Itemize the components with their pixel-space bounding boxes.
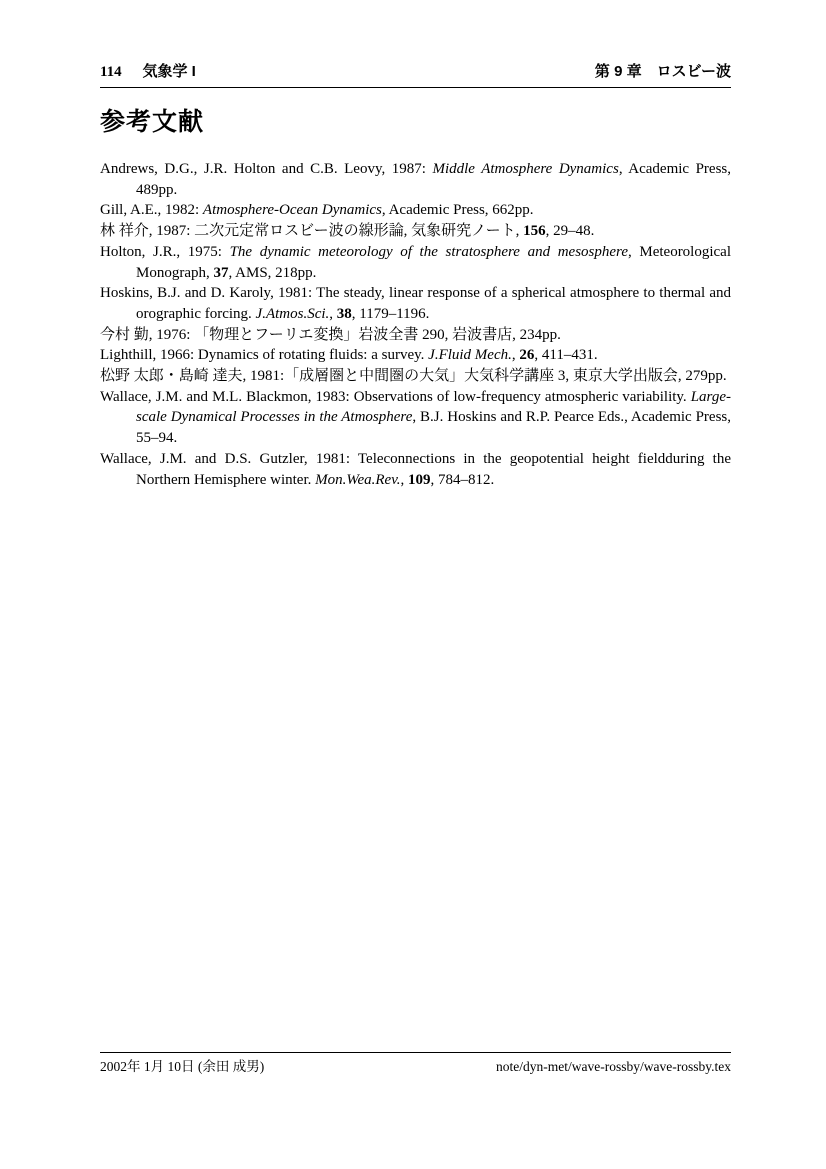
- reference-text-segment: , Academic Press, 662pp.: [381, 202, 534, 219]
- page-header: [100, 63, 731, 88]
- reference-item: [100, 325, 731, 346]
- reference-text-segment: Wallace, J.M. and D.S. Gutzler, 1981: Teleconnections in the geopotential height fieldduring the Northern Hemisphere winter.: [100, 450, 731, 488]
- reference-text-segment: Gill, A.E., 1982:: [100, 202, 203, 219]
- section-title: 参考文献: [100, 108, 205, 136]
- reference-text-segment: Middle Atmosphere Dynamics: [432, 161, 619, 177]
- reference-text-segment: Holton, J.R., 1975:: [100, 243, 230, 260]
- reference-text-segment: 109: [408, 471, 431, 488]
- reference-text-segment: The dynamic meteorology of the stratosphere and mesosphere: [229, 243, 628, 260]
- reference-text-segment: , 411–431.: [534, 347, 598, 364]
- reference-item: [100, 242, 731, 283]
- reference-text-segment: 松野 太郎・島崎 達夫, 1981:「成層圏と中間圏の大気」大気科学講座 3, 東京大学出版会, 279pp.: [100, 368, 727, 385]
- header-chapter-title: 第 9 章 ロスビー波: [594, 63, 731, 80]
- reference-text-segment: ,: [329, 305, 337, 322]
- reference-text-segment: Atmosphere-Ocean Dynamics: [202, 202, 382, 219]
- reference-item: [100, 366, 731, 387]
- reference-text-segment: Hoskins, B.J. and D. Karoly, 1981: The steady, linear response of a spherical atmosphere to thermal and orographic forcing.: [100, 285, 731, 322]
- page-number: 114: [100, 64, 122, 80]
- reference-list: [100, 159, 731, 490]
- reference-text-segment: Andrews, D.G., J.R. Holton and C.B. Leovy, 1987:: [100, 161, 433, 177]
- reference-text-segment: Large-scale Dynamical Processes in the Atmosphere: [136, 388, 731, 426]
- reference-text-segment: J.Fluid Mech.: [428, 347, 512, 364]
- reference-text-segment: 37: [213, 264, 229, 281]
- reference-text-segment: Mon.Wea.Rev.: [315, 471, 401, 488]
- reference-text-segment: , 1179–1196.: [351, 305, 430, 322]
- reference-text-segment: 156: [523, 223, 546, 240]
- reference-text-segment: 林 祥介, 1987: 二次元定常ロスビー波の線形論, 気象研究ノート,: [100, 223, 524, 240]
- reference-text-segment: , Academic Press, 489pp.: [136, 161, 731, 198]
- reference-text-segment: , AMS, 218pp.: [228, 264, 317, 281]
- reference-text-segment: ,: [400, 471, 409, 488]
- reference-text-segment: , Meteorological Monograph,: [136, 243, 732, 281]
- reference-item: [100, 221, 731, 242]
- reference-text-segment: , B.J. Hoskins and R.P. Pearce Eds., Academic Press, 55–94.: [136, 409, 732, 447]
- reference-item: [100, 387, 731, 449]
- page-footer: [100, 1052, 731, 1075]
- footer-date: 2002年 1月 10日 (余田 成男): [100, 1059, 265, 1074]
- reference-item: [100, 159, 731, 200]
- reference-text-segment: , 29–48.: [545, 223, 595, 240]
- reference-item: [100, 449, 731, 490]
- reference-text-segment: 38: [336, 305, 352, 322]
- reference-text-segment: Wallace, J.M. and M.L. Blackmon, 1983: Observations of low-frequency atmospheric variability.: [100, 388, 691, 405]
- reference-item: [100, 283, 731, 324]
- reference-text-segment: Lighthill, 1966: Dynamics of rotating fluids: a survey.: [100, 347, 429, 364]
- header-course-title: 気象学 I: [142, 63, 196, 80]
- reference-item: [100, 200, 731, 221]
- reference-text-segment: 26: [519, 347, 535, 364]
- reference-text-segment: 今村 勤, 1976: 「物理とフーリエ変換」岩波全書 290, 岩波書店, 234pp.: [100, 326, 561, 343]
- reference-text-segment: J.Atmos.Sci.: [255, 305, 330, 322]
- header-left: [100, 63, 196, 81]
- footer-filepath: note/dyn-met/wave-rossby/wave-rossby.tex: [496, 1059, 731, 1074]
- reference-item: [100, 345, 731, 366]
- reference-text-segment: ,: [511, 347, 520, 364]
- reference-text-segment: , 784–812.: [430, 471, 495, 488]
